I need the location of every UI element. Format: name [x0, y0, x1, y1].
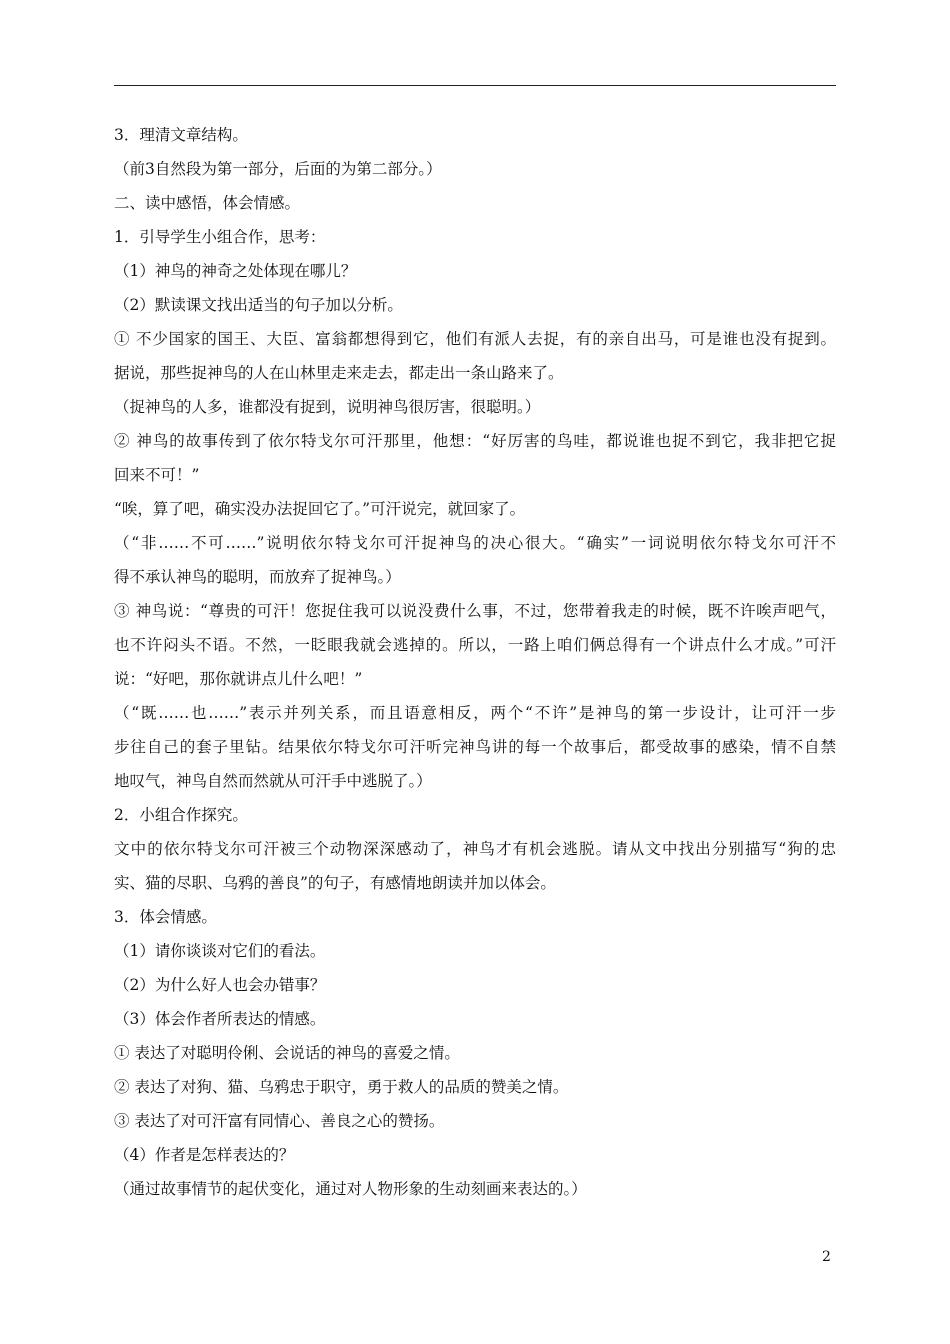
emotion-answer-4: （通过故事情节的起伏变化，通过对人物形象的生动刻画来表达的。） — [114, 1180, 587, 1198]
emotion-answer-3: ③ 表达了对可汗富有同情心、善良之心的赞扬。 — [114, 1112, 445, 1130]
quote-1-line-2: 据说，那些捉神鸟的人在山林里走来走去，都走出一条山路来了。 — [114, 364, 564, 382]
section-heading-reading: 二、读中感悟，体会情感。 — [114, 194, 301, 212]
note-structure: （前3自然段为第一部分，后面的为第二部分。） — [114, 160, 442, 178]
quote-1-line-1: ① 不少国家的国王、大臣、富翁都想得到它，他们有派人去捉，有的亲自出马，可是谁也没有捉到。 — [114, 330, 836, 348]
heading-structure: 3．理清文章结构。 — [114, 126, 248, 144]
analysis-3-line-1: （“既……也……”表示并列关系，而且语意相反，两个“不许”是神鸟的第一步设计，让可汗一步 — [114, 704, 836, 722]
heading-group-inquiry: 2．小组合作探究。 — [114, 806, 248, 824]
page-number: 2 — [822, 1249, 831, 1265]
analysis-1: （捉神鸟的人多，谁都没有捉到，说明神鸟很厉害，很聪明。） — [114, 398, 541, 416]
emotion-question-1: （1）请你谈谈对它们的看法。 — [114, 942, 326, 960]
inquiry-line-1: 文中的依尔特戈尔可汗被三个动物深深感动了，神鸟才有机会逃脱。请从文中找出分别描写“狗的忠 — [114, 840, 836, 858]
analysis-2-line-2: 得不承认神鸟的聪明，而放弃了捉神鸟。） — [114, 568, 401, 586]
quote-2-line-3: “唉，算了吧，确实没办法捉回它了。”可汗说完，就回家了。 — [114, 500, 526, 518]
emotion-question-3: （3）体会作者所表达的情感。 — [114, 1010, 326, 1028]
emotion-answer-1: ① 表达了对聪明伶俐、会说话的神鸟的喜爱之情。 — [114, 1044, 460, 1062]
heading-emotion: 3．体会情感。 — [114, 908, 217, 926]
quote-2-line-1: ② 神鸟的故事传到了依尔特戈尔可汗那里，他想：“好厉害的鸟哇，都说谁也捉不到它，我非把它捉 — [114, 432, 836, 450]
question-2: （2）默读课文找出适当的句子加以分析。 — [114, 296, 403, 314]
emotion-question-2: （2）为什么好人也会办错事？ — [114, 976, 326, 994]
document-body — [114, 118, 836, 1206]
emotion-answer-2: ② 表达了对狗、猫、乌鸦忠于职守，勇于救人的品质的赞美之情。 — [114, 1078, 569, 1096]
analysis-3-line-3: 地叹气，神鸟自然而然就从可汗手中逃脱了。） — [114, 772, 432, 790]
analysis-2-line-1: （“非……不可……”说明依尔特戈尔可汗捉神鸟的决心很大。“确实”一词说明依尔特戈尔可汗不 — [114, 534, 836, 552]
quote-2-line-2: 回来不可！” — [114, 466, 200, 484]
quote-3-line-2: 也不许闷头不语。不然，一眨眼我就会逃掉的。所以，一路上咱们俩总得有一个讲点什么才成。”可汗 — [114, 636, 836, 654]
quote-3-line-3: 说：“好吧，那你就讲点儿什么吧！” — [114, 670, 363, 688]
emotion-question-4: （4）作者是怎样表达的？ — [114, 1146, 295, 1164]
analysis-3-line-2: 步往自己的套子里钻。结果依尔特戈尔可汗听完神鸟讲的每一个故事后，都受故事的感染，情不自禁 — [114, 738, 836, 756]
inquiry-line-2: 实、猫的尽职、乌鸦的善良”的句子，有感情地朗读并加以体会。 — [114, 874, 556, 892]
step-group-thinking: 1．引导学生小组合作，思考： — [114, 228, 326, 246]
header-rule — [114, 85, 836, 86]
question-1: （1）神鸟的神奇之处体现在哪儿？ — [114, 262, 357, 280]
quote-3-line-1: ③ 神鸟说：“尊贵的可汗！您捉住我可以说没费什么事，不过，您带着我走的时候，既不许唉声吧气， — [114, 602, 836, 620]
